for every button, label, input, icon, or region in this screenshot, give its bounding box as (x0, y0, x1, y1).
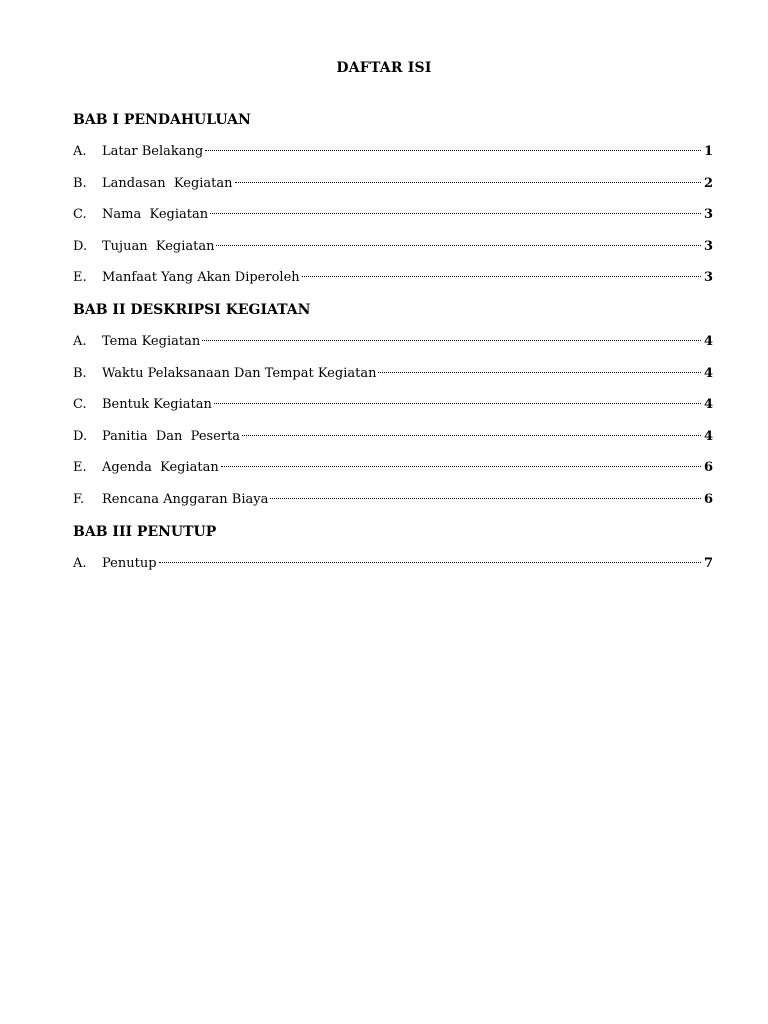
entry-page-number: 3 (703, 270, 713, 286)
dot-leader (214, 403, 701, 404)
dot-leader (235, 182, 701, 183)
entry-label: Penutup (102, 555, 157, 571)
entry-page-number: 2 (703, 175, 713, 191)
entry-letter: E. (73, 460, 87, 476)
entry-page-number: 3 (703, 207, 713, 223)
entry-label: Latar Belakang (102, 144, 204, 159)
entry-label: Agenda Kegiatan (102, 460, 219, 476)
entry-page-number: 4 (703, 428, 713, 444)
page-title: DAFTAR ISI (336, 60, 432, 76)
entry-letter: C. (73, 397, 87, 413)
entry-label: Rencana Anggaran Biaya (102, 491, 269, 507)
toc-entry[interactable] (73, 332, 713, 352)
table-of-contents (73, 110, 713, 585)
entry-letter: D. (73, 238, 88, 254)
entry-label: Landasan Kegiatan (102, 175, 233, 191)
dot-leader (205, 150, 701, 151)
toc-entry[interactable] (73, 554, 713, 574)
entry-letter: B. (73, 365, 87, 381)
toc-entry[interactable] (73, 395, 713, 415)
toc-entry[interactable] (73, 237, 713, 257)
entry-label: Bentuk Kegiatan (102, 397, 212, 413)
entry-page-number: 1 (703, 144, 713, 159)
entry-page-number: 7 (703, 555, 713, 571)
entry-page-number: 6 (703, 491, 713, 507)
chapter-heading: BAB III PENUTUP (73, 523, 217, 540)
dot-leader (242, 435, 701, 436)
entry-page-number: 4 (703, 365, 713, 381)
dot-leader (378, 372, 701, 373)
toc-entry[interactable] (73, 427, 713, 447)
entry-letter: D. (73, 428, 88, 444)
toc-entry[interactable] (73, 268, 713, 288)
entry-page-number: 6 (703, 460, 713, 476)
entry-label: Tujuan Kegiatan (102, 238, 215, 254)
entry-label: Nama Kegiatan (102, 207, 209, 223)
entry-letter: C. (73, 207, 87, 223)
toc-entry[interactable] (73, 174, 713, 194)
entry-letter: F. (73, 491, 85, 507)
entry-label: Waktu Pelaksanaan Dan Tempat Kegiatan (102, 365, 377, 381)
entry-label: Panitia Dan Peserta (102, 428, 241, 444)
dot-leader (221, 466, 701, 467)
entry-letter: E. (73, 270, 87, 286)
toc-entry[interactable] (73, 458, 713, 478)
entry-label: Manfaat Yang Akan Diperoleh (102, 270, 300, 286)
toc-entry[interactable] (73, 364, 713, 384)
entry-letter: A. (73, 144, 87, 159)
toc-entry[interactable] (73, 205, 713, 225)
entry-label: Tema Kegiatan (102, 333, 201, 349)
chapter-heading: BAB II DESKRIPSI KEGIATAN (73, 301, 311, 318)
chapter-heading: BAB I PENDAHULUAN (73, 112, 251, 128)
entry-page-number: 3 (703, 238, 713, 254)
toc-entry[interactable] (73, 490, 713, 510)
dot-leader (210, 213, 701, 214)
dot-leader (270, 498, 701, 499)
entry-letter: A. (73, 555, 87, 571)
dot-leader (302, 276, 701, 277)
entry-page-number: 4 (703, 397, 713, 413)
entry-letter: A. (73, 333, 87, 349)
dot-leader (202, 340, 701, 341)
toc-entry[interactable] (73, 142, 713, 162)
entry-letter: B. (73, 175, 87, 191)
dot-leader (159, 562, 701, 563)
entry-page-number: 4 (703, 333, 713, 349)
dot-leader (216, 245, 701, 246)
